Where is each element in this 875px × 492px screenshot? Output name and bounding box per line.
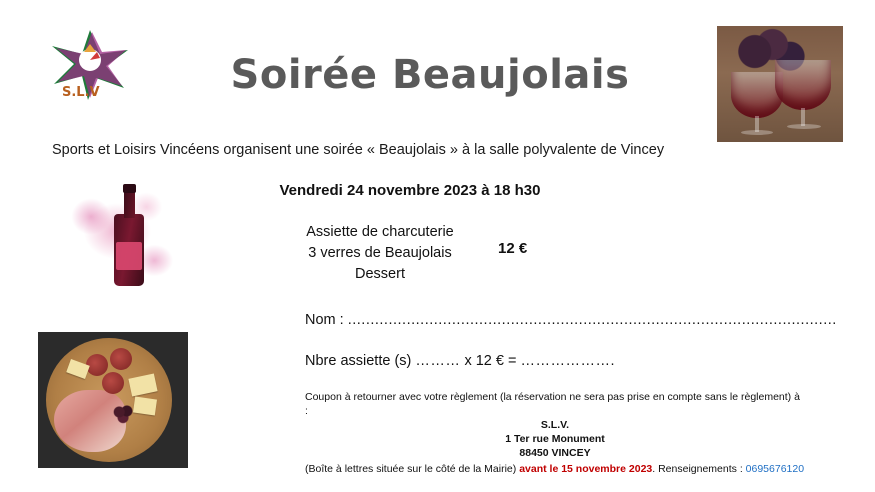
slv-star-logo: [44, 26, 136, 104]
charcuterie-board-photo: [38, 332, 188, 468]
beaujolais-bottle-illustration: [62, 180, 194, 302]
name-input-line[interactable]: ............................................................................................................: [347, 312, 837, 328]
name-field-row: [305, 312, 837, 328]
footer-instruction: Coupon à retourner avec votre règlement (la réservation ne sera pas prise en compte sans le règlement) à :: [305, 391, 800, 417]
page-title: Soirée Beaujolais: [230, 52, 630, 98]
footer-org: S.L.V.: [540, 419, 570, 431]
intro-text: Sports et Loisirs Vincéens organisent une soirée « Beaujolais » à la salle polyvalente de Vincey: [52, 142, 665, 158]
footer-phone[interactable]: 0695676120: [745, 463, 805, 475]
footer-deadline: avant le 15 novembre 2023: [519, 463, 653, 475]
menu-list: [270, 222, 490, 285]
event-date: Vendredi 24 novembre 2023 à 18 h30: [279, 182, 541, 199]
quantity-label: Nbre assiette (s): [305, 353, 412, 369]
quantity-input-line[interactable]: ………: [415, 353, 461, 369]
svg-text:S.L.V: S.L.V: [62, 85, 100, 100]
quantity-formula: x 12 € =: [464, 353, 517, 369]
name-label: Nom :: [305, 312, 344, 328]
footer-contact-label: . Renseignements :: [652, 463, 743, 475]
quantity-total-line[interactable]: ……………….: [520, 353, 615, 369]
price-label: 12 €: [498, 240, 528, 257]
menu-item-3: Dessert: [355, 266, 405, 282]
footer-block: [305, 390, 805, 476]
quantity-field-row: [305, 353, 615, 369]
footer-address: 1 Ter rue Monument: [505, 433, 605, 445]
footer-city: 88450 VINCEY: [519, 447, 591, 459]
footer-mailbox-note: (Boîte à lettres située sur le côté de la Mairie): [305, 463, 517, 475]
wine-glasses-photo: [717, 26, 843, 142]
footer-note: [305, 462, 805, 476]
menu-item-2: 3 verres de Beaujolais: [308, 245, 452, 261]
menu-item-1: Assiette de charcuterie: [306, 224, 454, 240]
